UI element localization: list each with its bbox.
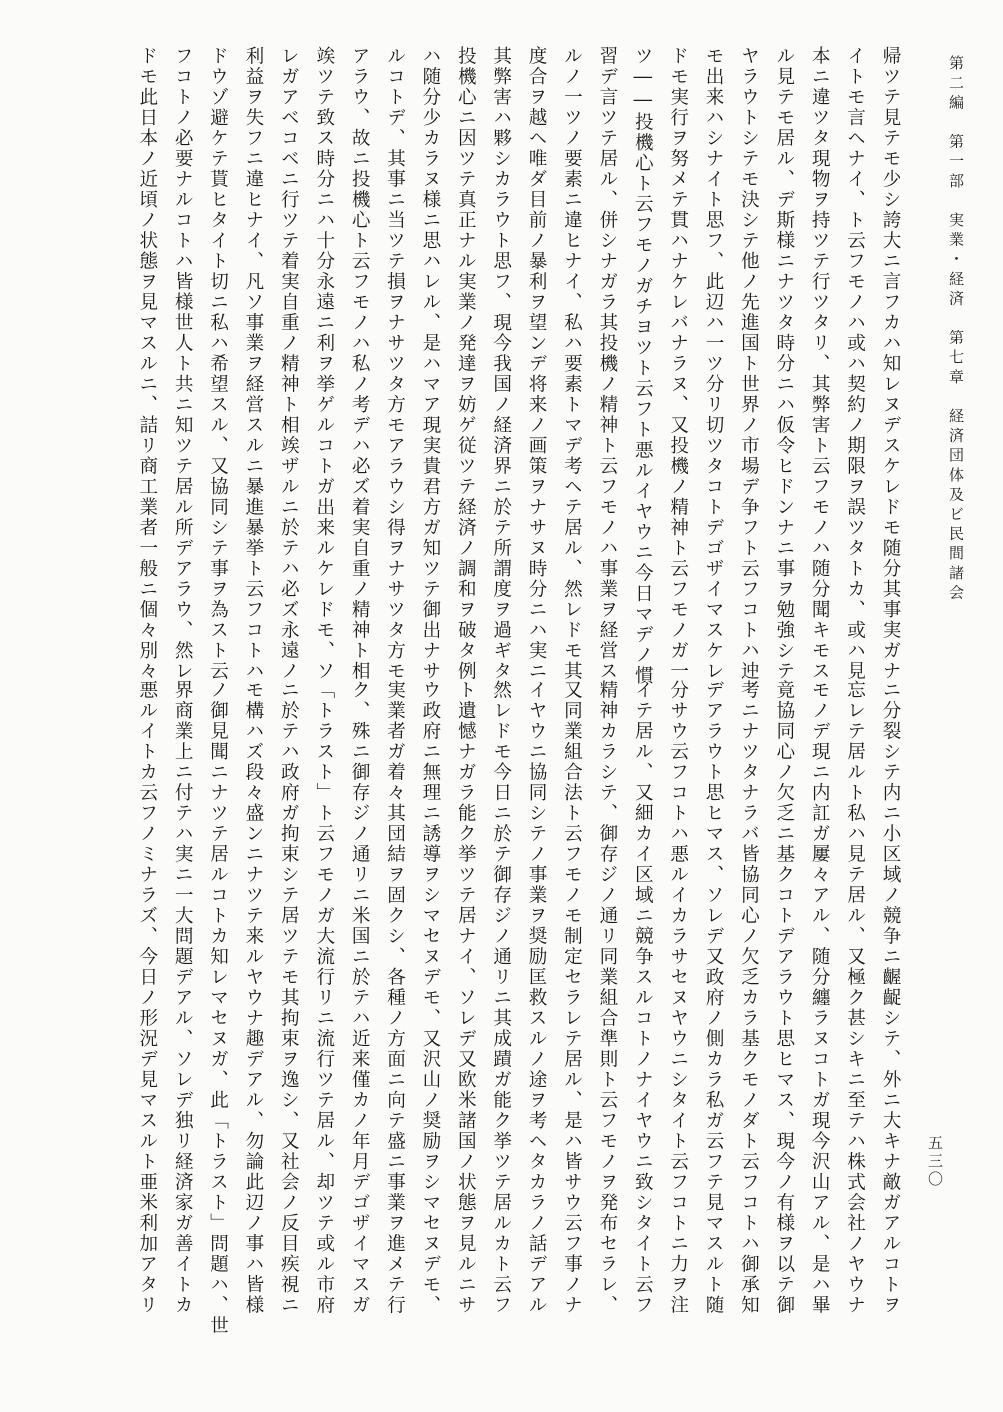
text-line: フコトノ必要ナルコトハ皆様世人ト共ニ知ツテ居ル所デアラウ、然レ <box>172 46 194 682</box>
text-line: 界商業上ニ付テハ実ニ一大問題デアル、ソレデ独リ経済家ガ善イトカ <box>172 680 194 1316</box>
text-line: ドモ此日本ノ近頃ノ状態ヲ見マスルニ、詰リ商工業者一般ニ個々別々 <box>136 46 158 682</box>
header-title: 第二編 第一部 実業・経済 第七章 経済団体及ビ民間諸会 <box>947 55 965 604</box>
text-line: 帰ツテ見テモ少シ誇大ニ言フカハ知レヌデスケレドモ随分其事実ガナ <box>880 46 901 682</box>
text-line: ヤラウトシテモ決シテ他ノ先進国ト世界ノ市場デ争フト云フコトハ迚 <box>738 46 760 682</box>
text-line: ル見テモ居ル、デ斯様ニナツタ時分ニハ仮令ヒドンナニ事ヲ勉強シテ <box>773 46 795 682</box>
text-block-lower <box>59 680 901 1336</box>
text-line: 悪ルイトカ云フノミナラズ、今日ノ形況デ見マスルト亜米利加アタリ <box>136 680 158 1316</box>
text-line: 度合ヲ越ヘ唯ダ目前ノ暴利ヲ望ンデ将来ノ画策ヲナサヌ時分ニハ実ニ <box>526 46 548 682</box>
text-line: 又同業組合法ト云フモノモ制定セラレテ居ル、是ハ皆サウ云フ事ノナ <box>561 680 583 1316</box>
text-line: ク、殊ニ御存ジノ通リニ米国ニ於テハ近来僅カノ年月デゴザイマスガ <box>349 680 371 1316</box>
text-line: 投機心ニ因ツテ真正ナル実業ノ発達ヲ妨ゲ従ツテ経済ノ調和ヲ破タ例 <box>455 46 477 682</box>
text-line: 精神カラシテ、御存ジノ通リ同業組合準則ト云フモノヲ発布セラレ、 <box>596 680 618 1316</box>
text-line: ルノ一ツノ要素ニ違ヒナイ、私ハ要素トマデ考ヘテ居ル、然レドモ其 <box>561 46 583 682</box>
text-line: 本ニ違ツタ現物ヲ持ツテ行ツタリ、其弊害ト云フモノハ随分聞キモス <box>809 46 831 682</box>
text-line: 其弊害ハ夥シカラウト思フ、現今我国ノ経済界ニ於テ所謂度ヲ過ギタ <box>490 46 512 682</box>
text-line: イテ居ル、又細カイ区域ニ競争スルコトノナイヤウニ致シタイト云フ <box>632 680 654 1316</box>
text-line: 忘レテ居ルト私ハ見テ居ル、又極ク甚シキニ至テハ株式会社ノヤウナ <box>844 680 866 1316</box>
text-line: ツ――投機心ト云フモノガチヨツト云フト悪ルイヤウニ今日マデノ慣 <box>632 46 654 687</box>
text-line: ドウゾ避ケテ貰ヒタイト切ニ私ハ希望スル、又協同シテ事ヲ為スト云 <box>207 46 229 682</box>
text-line: 実業者ガ着々其団結ヲ固クシ、各種ノ方面ニ向テ盛ニ事業ヲ進メテ行 <box>384 680 406 1316</box>
text-line: 竢ツテ致ス時分ニハ十分永遠ニ利ヲ挙ゲルコトガ出来ルケレドモ、ソ <box>313 46 335 682</box>
text-line: 然レドモ今日ニ於テ御存ジノ通リニ其成蹟ガ能ク挙ツテ居ルカト云フ <box>490 680 512 1316</box>
text-line: イヤウニ協同シテノ事業ヲ奨励匡救スルノ途ヲ考ヘタカラノ話デアル <box>526 680 548 1316</box>
page-number: 五三〇 <box>926 1135 944 1189</box>
text-line: モ出来ハシナイト思フ、此辺ハ一ツ分リ切ツタコトデゴザイマスケレ <box>703 46 725 682</box>
text-line: 分サウ云フコトハ悪ルイカラサセヌヤウニシタイト云フコトニ力ヲ注 <box>667 680 689 1316</box>
text-line: ノ御見聞ニナツテ居ルコトカ知レマセヌガ、此「トラスト」問題ハ、世 <box>207 680 229 1336</box>
text-line: ト遺憾ナガラ能ク挙ツテ居ナイ、ソレデ又欧米諸国ノ状態ヲ見ルニサ <box>455 680 477 1316</box>
text-line: モノデ現ニ内訌ガ屢々アル、随分纏ラヌコトガ現今沢山アル、是ハ畢 <box>809 680 831 1316</box>
text-line: ルコトデ、其事ニ当ツテ損ヲナサツタ方モアラウシ得ヲナサツタ方モ <box>384 46 406 682</box>
text-line: 利益ヲ失フニ違ヒナイ、凡ソ事業ヲ経営スルニ暴進暴挙ト云フコトハ <box>242 46 264 682</box>
text-line: デアラウト思ヒマス、ソレデ又政府ノ側カラ私ガ云フテ見マスルト随 <box>703 680 725 1316</box>
text-line: ドモ実行ヲ努メテ貫ハナケレバナラヌ、又投機ノ精神ト云フモノガ一 <box>667 46 689 682</box>
text-line: 竟協同心ノ欠乏ニ基クコトデアラウト思ヒマス、現今ノ有様ヲ以テ御 <box>773 680 795 1316</box>
text-line: 考ニナツタナラバ皆協同心ノ欠乏カラ基クモノダト云フコトハ御承知 <box>738 680 760 1316</box>
text-line: 「トラスト」ト云フモノガ大流行リニ流行ツテ居ル、却ツテ或ル市府 <box>313 680 335 1316</box>
text-line: レガアベコベニ行ツテ着実自重ノ精神ト相竢ザルニ於テハ必ズ永遠ノ <box>278 46 300 682</box>
text-line: イトモ言ヘナイ、ト云フモノハ或ハ契約ノ期限ヲ誤ツタトカ、或ハ見 <box>844 46 866 682</box>
text-line: 習デ言ツテ居ル、併シナガラ其投機ノ精神ト云フモノハ事業ヲ経営ス <box>596 46 618 682</box>
text-line: ニ於テハ政府ガ拘束シテ居ツテモ其拘束ヲ逸シ、又社会ノ反目疾視ニ <box>278 680 300 1316</box>
text-line: ハ随分少カラヌ様ニ思ハレル、是ハマア現実貴君方ガ知ツテ御出ナサ <box>419 46 441 682</box>
text-line: ウ政府ニ無理ニ誘導ヲシマセヌデモ、又沢山ノ奨励ヲシマセヌデモ、 <box>419 680 441 1316</box>
text-line: モ構ハズ段々盛ンニナツテ来ルヤウナ趣デアル、勿論此辺ノ事ハ皆様 <box>242 680 264 1316</box>
text-line: ニ分裂シテ内ニ小区域ノ競争ニ齷齪シテ、外ニ大キナ敵ガアルコトヲ <box>880 680 901 1316</box>
text-block-upper <box>59 46 901 687</box>
text-line: アラウ、故ニ投機心ト云フモノハ私ノ考デハ必ズ着実自重ノ精神ト相 <box>349 46 371 682</box>
running-header <box>923 55 963 655</box>
